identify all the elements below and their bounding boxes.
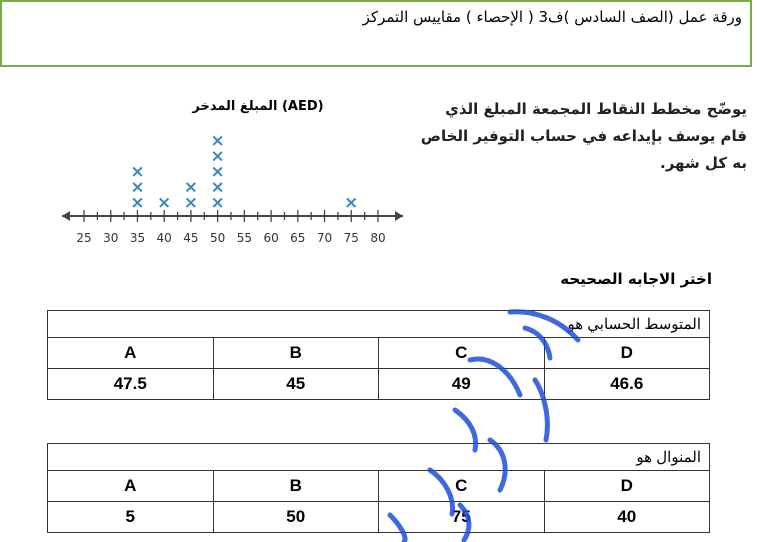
data-point-x-mark: × — [344, 193, 359, 213]
option-value-c[interactable]: 75 — [379, 502, 545, 533]
question-table-mode — [47, 443, 710, 533]
tick-label: 30 — [103, 231, 119, 245]
data-point-x-mark: × — [210, 193, 225, 213]
option-value-c[interactable]: 49 — [379, 369, 545, 400]
dot-plot-svg — [58, 92, 403, 254]
option-label-d: D — [544, 471, 710, 502]
option-value-b[interactable]: 50 — [213, 502, 379, 533]
question-text: المنوال هو — [48, 444, 710, 471]
option-label-d: D — [544, 338, 710, 369]
tick-label: 75 — [343, 231, 359, 245]
plot-title: المبلغ المدخر (AED) — [192, 99, 324, 114]
option-label-b: B — [213, 338, 379, 369]
tick-label: 40 — [156, 231, 172, 245]
data-point-x-mark: × — [210, 162, 225, 182]
tick-label: 55 — [236, 231, 253, 245]
question-table-mean — [47, 310, 710, 400]
dot-plot — [58, 92, 403, 254]
option-label-a: A — [48, 471, 214, 502]
tick-label: 35 — [129, 231, 146, 245]
instruction: اختر الاجابه الصحيحه — [560, 270, 712, 288]
tick-label: 65 — [290, 231, 306, 245]
option-label-a: A — [48, 338, 214, 369]
option-value-b[interactable]: 45 — [213, 369, 379, 400]
question-text: المتوسط الحسابي هو — [48, 311, 710, 338]
tick-label: 70 — [316, 231, 333, 245]
data-point-x-mark: × — [183, 193, 199, 213]
worksheet-title: ورقة عمل (الصف السادس )ف3 ( الإحصاء ) مقاييس التمركز — [362, 8, 742, 26]
axis-arrow-left — [62, 211, 70, 221]
option-label-c: C — [379, 471, 545, 502]
data-point-x-mark: × — [210, 146, 225, 167]
option-label-b: B — [213, 471, 379, 502]
tick-label: 45 — [183, 231, 199, 245]
axis-arrow-right — [395, 211, 403, 221]
tick-label: 60 — [263, 231, 279, 245]
header-box — [0, 0, 752, 67]
tick-label: 80 — [370, 231, 386, 245]
data-point-x-mark: × — [210, 177, 225, 198]
tick-label: 50 — [209, 231, 226, 245]
option-value-d[interactable]: 46.6 — [544, 369, 710, 400]
data-point-x-mark: × — [130, 193, 145, 213]
option-label-c: C — [379, 338, 545, 369]
data-point-x-mark: × — [130, 162, 145, 182]
data-point-x-mark: × — [210, 131, 225, 151]
data-point-x-mark: × — [183, 177, 199, 198]
problem-statement: يوضّح مخطط النقاط المجمعة المبلغ الذي قام يوسف بإيداعه في حساب التوفير الخاص به كل شهر. — [420, 100, 747, 172]
data-point-x-mark: × — [157, 193, 172, 213]
data-point-x-mark: × — [130, 177, 145, 198]
tick-label: 25 — [76, 231, 92, 245]
option-value-a[interactable]: 5 — [48, 502, 214, 533]
option-value-a[interactable]: 47.5 — [48, 369, 214, 400]
option-value-d[interactable]: 40 — [544, 502, 710, 533]
